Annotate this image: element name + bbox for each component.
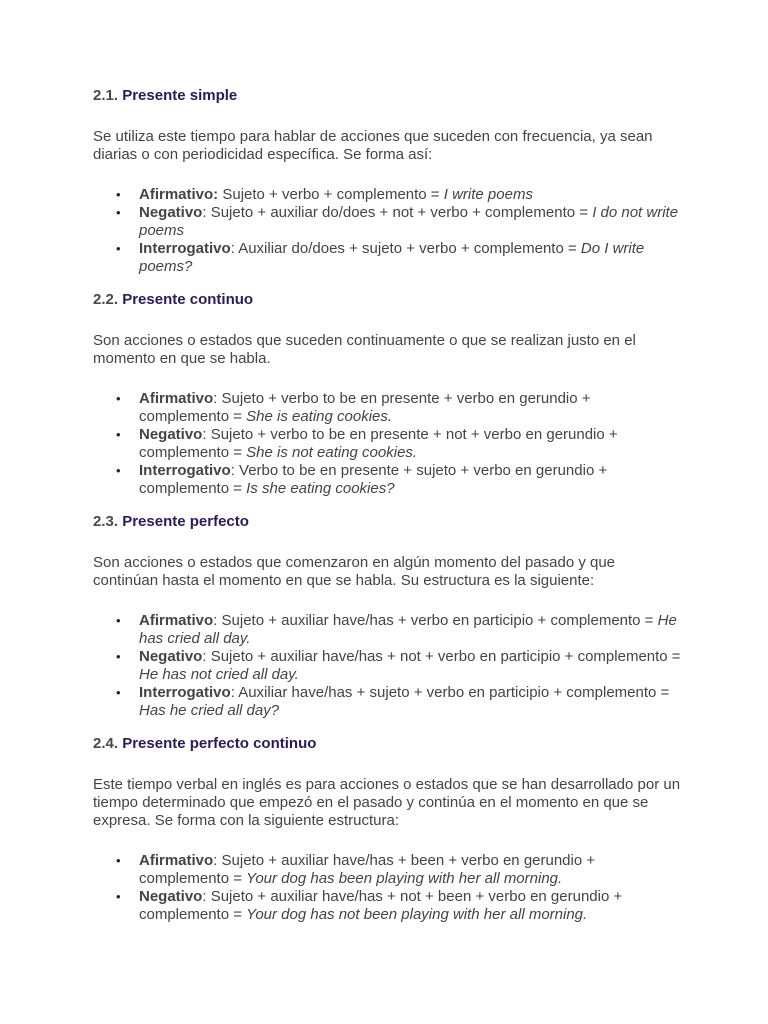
section-heading (93, 87, 683, 105)
item-example: He has cried all day. (139, 612, 677, 647)
list-item (93, 240, 683, 276)
section-title: Presente continuo (122, 291, 254, 308)
item-label: Afirmativo (139, 390, 214, 407)
section-number: 2.1. (93, 87, 119, 104)
list-item (93, 462, 683, 498)
item-text: : Sujeto + verbo to be en presente + not + verbo en gerundio + complemento = (139, 426, 618, 461)
section-intro: Son acciones o estados que comenzaron en algún momento del pasado y que continúan hasta el momento en que se habla. Su estructura es la siguiente: (93, 554, 616, 589)
item-text: : Sujeto + auxiliar have/has + been + verbo en gerundio + complemento = (139, 852, 596, 887)
item-label: Interrogativo (139, 240, 231, 257)
bullet-icon: • (116, 427, 121, 442)
bullet-icon: • (116, 889, 121, 904)
bullet-icon: • (116, 613, 121, 628)
item-example: Your dog has not been playing with her all morning. (246, 906, 588, 923)
section-intro: Se utiliza este tiempo para hablar de acciones que suceden con frecuencia, ya sean diarias o con periodicidad específica. Se forma así: (93, 128, 653, 163)
rule-list (93, 612, 683, 720)
bullet-icon: • (116, 205, 121, 220)
item-label: Negativo (139, 648, 203, 665)
item-example: I write poems (443, 186, 533, 203)
section-number: 2.4. (93, 735, 119, 752)
item-text: : Sujeto + auxiliar do/does + not + verbo + complemento = (202, 204, 593, 221)
bullet-icon: • (116, 649, 121, 664)
rule-list (93, 186, 683, 276)
section-presente-perfecto-continuo (93, 735, 683, 924)
item-label: Negativo (139, 426, 203, 443)
list-item (93, 852, 683, 888)
item-example: Do I write poems? (139, 240, 645, 275)
item-text: Sujeto + verbo + complemento = (218, 186, 444, 203)
section-heading (93, 513, 683, 531)
item-label: Afirmativo (139, 612, 214, 629)
item-text: : Verbo to be en presente + sujeto + verbo en gerundio + complemento = (139, 462, 608, 497)
document-page (93, 87, 683, 924)
section-number: 2.3. (93, 513, 119, 530)
item-label: Interrogativo (139, 684, 231, 701)
list-item (93, 426, 683, 462)
item-example: Is she eating cookies? (246, 480, 395, 497)
section-title: Presente perfecto (122, 513, 249, 530)
item-example: She is not eating cookies. (246, 444, 418, 461)
section-presente-continuo (93, 291, 683, 498)
item-label: Afirmativo (139, 852, 214, 869)
item-text: : Auxiliar have/has + sujeto + verbo en participio + complemento = (230, 684, 670, 701)
rule-list (93, 390, 683, 498)
item-label: Interrogativo (139, 462, 231, 479)
section-title: Presente simple (122, 87, 238, 104)
item-label: Afirmativo: (139, 186, 219, 203)
item-text: : Sujeto + auxiliar have/has + not + been + verbo en gerundio + complemento = (139, 888, 623, 923)
list-item (93, 204, 683, 240)
item-example: She is eating cookies. (246, 408, 393, 425)
list-item (93, 888, 683, 924)
list-item (93, 186, 683, 204)
item-text: : Sujeto + auxiliar have/has + not + verbo en participio + complemento = (202, 648, 681, 665)
section-presente-perfecto (93, 513, 683, 720)
item-example: Your dog has been playing with her all morning. (246, 870, 563, 887)
item-example: Has he cried all day? (139, 702, 280, 719)
item-text: : Sujeto + verbo to be en presente + verbo en gerundio + complemento = (139, 390, 591, 425)
item-example: I do not write poems (139, 204, 679, 239)
item-label: Negativo (139, 204, 203, 221)
rule-list (93, 852, 683, 924)
bullet-icon: • (116, 391, 121, 406)
section-presente-simple (93, 87, 683, 276)
list-item (93, 612, 683, 648)
section-number: 2.2. (93, 291, 119, 308)
item-example: He has not cried all day. (139, 666, 299, 683)
bullet-icon: • (116, 241, 121, 256)
list-item (93, 648, 683, 684)
bullet-icon: • (116, 685, 121, 700)
section-intro: Son acciones o estados que suceden continuamente o que se realizan justo en el momento en que se habla. (93, 332, 636, 367)
bullet-icon: • (116, 187, 121, 202)
bullet-icon: • (116, 853, 121, 868)
item-label: Negativo (139, 888, 203, 905)
item-text: : Auxiliar do/does + sujeto + verbo + complemento = (230, 240, 581, 257)
section-intro: Este tiempo verbal en inglés es para acciones o estados que se han desarrollado por un tiempo determinado que empezó en el pasado y continúa en el momento en que se expresa. Se forma con la siguiente estructura: (93, 776, 681, 829)
bullet-icon: • (116, 463, 121, 478)
list-item (93, 684, 683, 720)
section-heading (93, 291, 683, 309)
section-title: Presente perfecto continuo (122, 735, 317, 752)
item-text: : Sujeto + auxiliar have/has + verbo en participio + complemento = (213, 612, 658, 629)
section-heading (93, 735, 683, 753)
list-item (93, 390, 683, 426)
